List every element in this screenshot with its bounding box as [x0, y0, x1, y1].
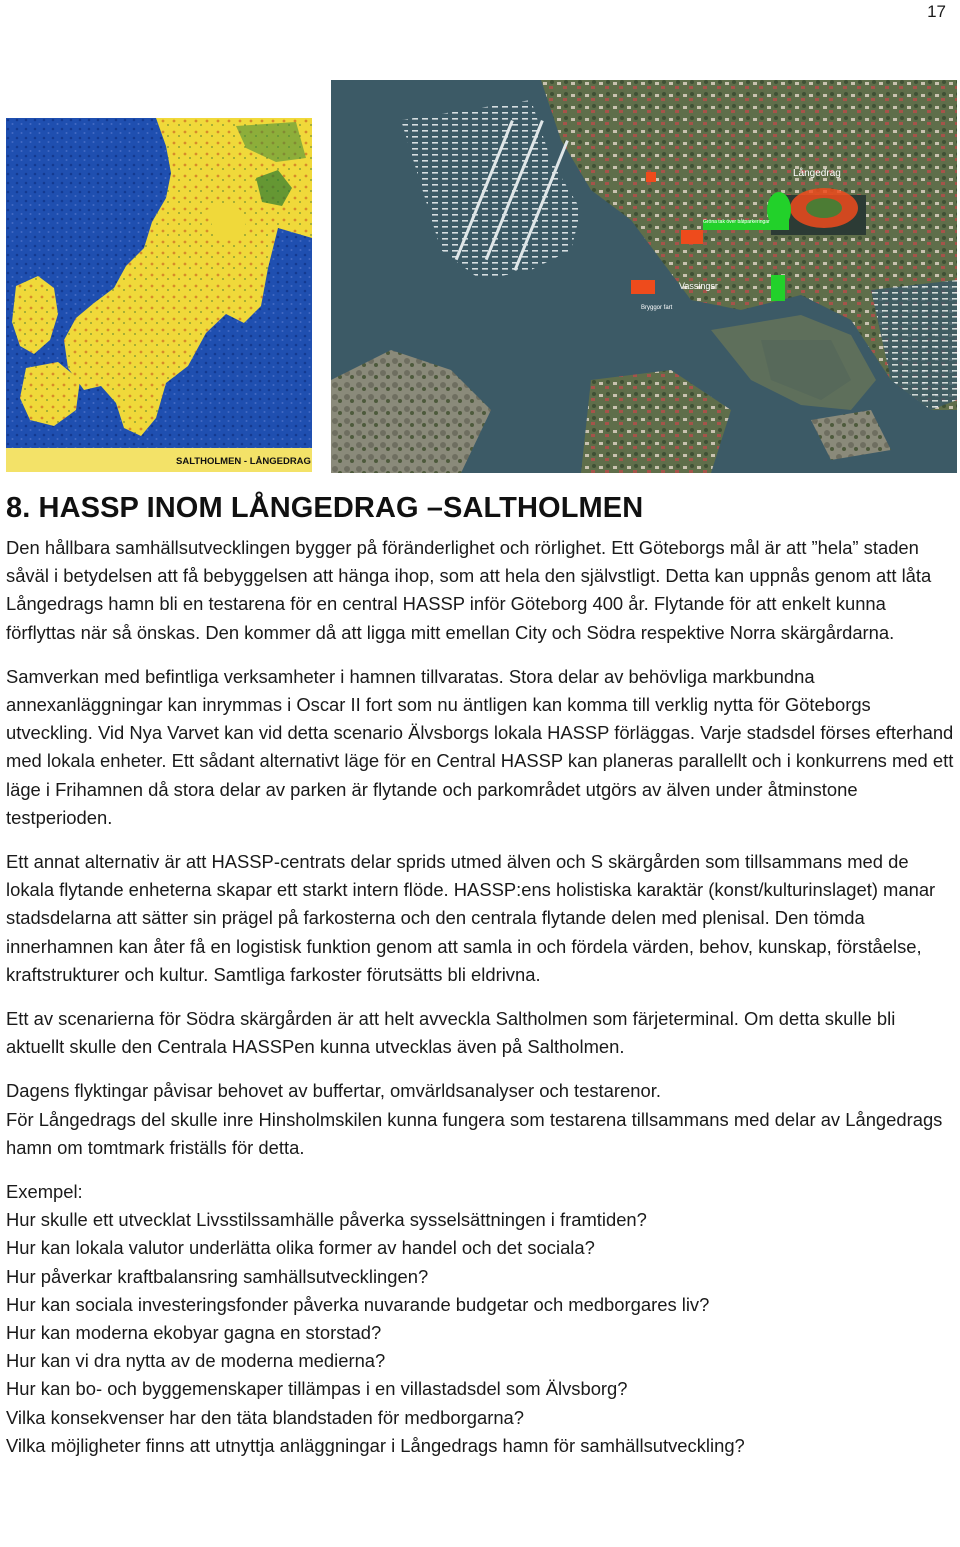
question-item: Vilka konsekvenser har den täta blandstaden för medborgarna? — [6, 1406, 524, 1428]
question-item: Hur kan sociala investeringsfonder påverka nuvarande budgetar och medborgares liv? — [6, 1293, 710, 1315]
paragraph-6: För Långedrags del skulle inre Hinsholmskilen kunna fungera som testarena tillsammans med delar av Långedrags hamn om tomtmark friställs för detta. — [6, 1108, 943, 1158]
page-number: 17 — [927, 2, 946, 21]
question-list — [6, 1206, 956, 1460]
map-label-vassingsr: Vassingsr — [679, 281, 718, 291]
question-item: Vilka möjligheter finns att utnyttja anläggningar i Långedrags hamn för samhällsutveckling? — [6, 1434, 745, 1456]
paragraph-1: Den hållbara samhällsutvecklingen bygger på föränderlighet och rörlighet. Ett Göteborgs mål är att ”hela” staden såväl i betydelsen att få bebyggelsen att hänga ihop, som att hela den självstligt. Detta kan uppnås genom att låta Långedrags hamn bli en testarena för en central HASSP inför Göteborg 400 år. Flytande för att enkelt kunna förflyttas när så önskas. Den kommer då att ligga mitt emellan City och Södra respektive Norra skärgårdarna. — [6, 537, 932, 643]
question-item: Hur kan lokala valutor underlätta olika former av handel och det sociala? — [6, 1237, 595, 1259]
langedrag-aerial-photo — [331, 80, 957, 473]
paragraph-2: Samverkan med befintliga verksamheter i hamnen tillvaratas. Stora delar av behövliga markbundna annexanläggningar kan inrymmas i Oscar II fort som nu äntligen kan komma till verklig nytta för Göteborgs utveckling. Vid Nya Varvet kan vid detta scenario Älvsborgs lokala HASSP förläggas. Varje stadsdel förses efterhand med lokala enheter. Ett sådant alternativt läge för en Central HASSP kan planeras parallellt och i konkurrens med ett läge i Frihamnen då stora delar av parken är flytande och parkområdet utgörs av älven under åtminstone testperioden. — [6, 665, 954, 828]
map-label-area: Långedrag — [793, 168, 841, 179]
question-item: Hur kan moderna ekobyar gagna en storstad? — [6, 1322, 382, 1344]
question-item: Hur kan vi dra nytta av de moderna medierna? — [6, 1350, 386, 1372]
question-item: Hur skulle ett utvecklat Livsstilssamhälle påverka sysselsättningen i framtiden? — [6, 1209, 647, 1231]
paragraph-4: Ett av scenarierna för Södra skärgården är att helt avveckla Saltholmen som färjeterminal. Om detta skulle bli aktuellt skulle den Centrala HASSPen kunna utvecklas även på Saltholmen. — [6, 1008, 896, 1058]
question-item: Hur kan bo- och byggemenskaper tillämpas i en villastadsdel som Älvsborg? — [6, 1378, 628, 1400]
section-heading: 8. HASSP INOM LÅNGEDRAG –SALTHOLMEN — [6, 492, 644, 524]
map-label-red: Bryggor fart — [641, 305, 673, 311]
section-body — [6, 534, 956, 1460]
paragraph-3: Ett annat alternativ är att HASSP-centrats delar sprids utmed älven och S skärgården som tillsammans med de lokala flytande enheterna skapar ett starkt intern flöde. HASSP:ens holistiska karaktär (konst/kulturinslaget) manar stadsdelarna att sätter sin prägel på farkosterna och den centrala flytande delen med plenisal. Den tömda innerhamnen kan åter få en logistisk funktion genom att samla in och fördela värden, behov, kunskap, förståelse, kraftstrukturer och kultur. Samtliga farkoster förutsätts bli eldrivna. — [6, 851, 936, 985]
left-map-caption: SALTHOLMEN - LÅNGEDRAG — [176, 456, 311, 467]
map-label-green: Gröna tak över båtparkeringar — [703, 219, 770, 225]
saltholmen-langedrag-map — [6, 118, 312, 472]
paragraph-5: Dagens flyktingar påvisar behovet av buffertar, omvärldsanalyser och testarenor. — [6, 1080, 661, 1102]
examples-label: Exempel: — [6, 1181, 83, 1203]
question-item: Hur påverkar kraftbalansring samhällsutvecklingen? — [6, 1265, 429, 1287]
